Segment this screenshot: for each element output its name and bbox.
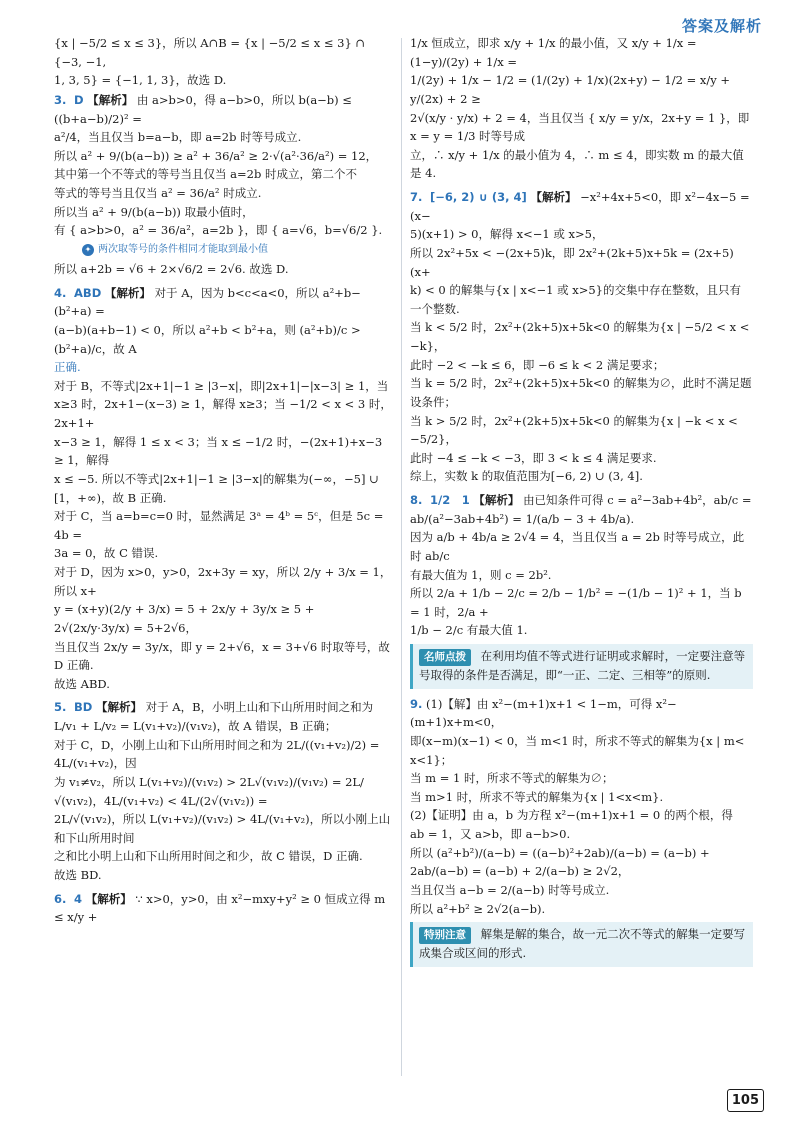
text-line: 2√(x/y · y/x) + 2 = 4，当且仅当 { x/y = y/x，2x+y = 1 }，即 x = y = 1/3 时等号成: [410, 110, 750, 144]
question-number: 7.: [410, 190, 423, 204]
text-line: (a−b)(a+b−1) < 0，所以 a²+b < b²+a，则 (a²+b)/c > (b²+a)/c，故 A: [54, 322, 361, 356]
question-number: 3.: [54, 92, 67, 107]
text-line: 由已知条件可得 c = a²−3ab+4b²，ab/c =: [523, 493, 752, 507]
question-7: [410, 188, 753, 486]
text-line: 1/x 恒成立，即求 x/y + 1/x 的最小值，又 x/y + 1/x = (1−y)/(2y) + 1/x =: [410, 36, 697, 69]
text-line: 综上，实数 k 的取值范围为[−6, 2) ∪ (3, 4].: [410, 469, 643, 484]
text-line: 当 m>1 时，所求不等式的解集为{x | 1<x<m}.: [410, 789, 664, 804]
hint-note: [82, 242, 392, 258]
text-line: L/v₁ + L/v₂ = L(v₁+v₂)/(v₁v₂)，故 A 错误，B 正确；: [54, 719, 337, 734]
text-line: 是 4.: [410, 166, 437, 181]
right-column: [410, 34, 753, 1082]
question-5: [54, 698, 392, 884]
page-header: [0, 0, 800, 34]
question-number: 4.: [54, 285, 67, 300]
lightbulb-icon: ✦: [82, 244, 94, 256]
text-line: 所以 (a²+b²)/(a−b) = ((a−b)²+2ab)/(a−b) = (a−b) + 2ab/(a−b) = (a−b) + 2/(a−b) ≥ 2√2，: [410, 845, 710, 879]
text-line: 3a = 0，故 C 错误.: [54, 546, 159, 561]
question-8: [410, 491, 753, 640]
text-line: 故选 BD.: [54, 868, 102, 883]
text-line: 故选 ABD.: [54, 676, 110, 691]
text-line: 正确.: [54, 360, 81, 375]
text-line: 对于 D，因为 x>0，y>0，2x+3y = xy，所以 2/y + 3/x = 1，所以 x+: [54, 565, 392, 598]
text-line: −x²+4x+5<0，即 x²−4x−5 = (x−: [410, 190, 750, 223]
left-column: [54, 34, 392, 1082]
text-line: x−3 ≥ 1，解得 1 ≤ x < 3；当 x ≤ −1/2 时，−(2x+1)+x−3 ≥ 1，解得: [54, 434, 383, 468]
question-answer: 4: [74, 891, 83, 906]
analysis-label: 【解析】: [87, 92, 134, 107]
text-line: y = (x+y)(2/y + 3/x) = 5 + 2x/y + 3y/x ≥ 5 + 2√(2x/y·3y/x) = 5+2√6，: [54, 602, 315, 635]
question-number: 9.: [410, 696, 423, 711]
text-line: 当 k > 5/2 时，2x²+(2k+5)x+5k<0 的解集为{x | −k < x < −5/2}，: [410, 413, 738, 447]
callout-text: 解集是解的集合，故一元二次不等式的解集一定要写成集合或区间的形式.: [419, 927, 746, 961]
text-line: ab/(a²−3ab+4b²) = 1/(a/b − 3 + 4b/a).: [410, 511, 635, 526]
question-6: [54, 890, 392, 927]
text-line: 此时 −2 < −k ≤ 6，即 −6 ≤ k < 2 满足要求；: [410, 357, 665, 372]
text-line: 所以 2x²+5x < −(2x+5)k，即 2x²+(2k+5)x+5k = (2x+5)(x+: [410, 245, 734, 279]
text-line: 对于 C，D，小刚上山和下山所用时间之和为 2L/((v₁+v₂)/2) = 4L/(v₁+v₂)，因: [54, 737, 380, 771]
text-line: 因为 a/b + 4b/a ≥ 2√4 = 4，当且仅当 a = 2b 时等号成立，此时 ab/c: [410, 530, 745, 563]
text-line: 5)(x+1) > 0，解得 x<−1 或 x>5，: [410, 227, 604, 242]
analysis-label: 【解析】: [85, 891, 132, 906]
callout-tag: 名师点拨: [419, 649, 471, 666]
text-line: 由 a>b>0，得 a−b>0，所以 b(a−b) ≤ ((b+a−b)/2)² =: [54, 92, 352, 126]
text-line: {x | −5/2 ≤ x ≤ 3}，所以 A∩B = {x | −5/2 ≤ x ≤ 3} ∩ {−3, −1,: [54, 36, 366, 69]
header-title: 答案及解析: [681, 17, 762, 35]
analysis-label: 【解析】: [473, 493, 520, 507]
text-line: 1/b − 2/c 有最大值 1.: [410, 623, 528, 638]
question-answer: [−6, 2) ∪ (3, 4]: [430, 190, 527, 204]
text-line: 对于 A，因为 b<c<a<0，所以 a²+b−(b²+a) =: [54, 285, 361, 319]
text-line: 所以 a²+b² ≥ 2√2(a−b).: [410, 901, 546, 916]
text-line: 所以当 a² + 9/(b(a−b)) 取最小值时，: [54, 204, 254, 219]
text-line: 之和比小明上山和下山所用时间之和少，故 C 错误，D 正确.: [54, 849, 363, 864]
question-number: 6.: [54, 891, 67, 906]
text-line: 对于 B，不等式|2x+1|−1 ≥ |3−x|，即|2x+1|−|x−3| ≥ 1，当: [54, 378, 389, 393]
question-answer: ABD: [74, 285, 102, 300]
continued-answer: [54, 34, 392, 90]
text-line: 所以 a² + 9/(b(a−b)) ≥ a² + 36/a² ≥ 2·√(a²·36/a²) = 12，: [54, 148, 378, 163]
question-answer: D: [74, 92, 84, 107]
text-line: 当 k < 5/2 时，2x²+(2k+5)x+5k<0 的解集为{x | −5/2 < x < −k}，: [410, 320, 750, 353]
text-line: 即(x−m)(x−1) < 0，当 m<1 时，所求不等式的解集为{x | m<: [410, 733, 745, 748]
question-9: [410, 695, 753, 919]
text-line: ∵ x>0，y>0，由 x²−mxy+y² ≥ 0 恒成立得 m ≤ x/y +: [54, 891, 386, 925]
text-line: 1, 3, 5} = {−1, 1, 3}，故选 D.: [54, 73, 227, 88]
text-line: 当 m = 1 时，所求不等式的解集为∅；: [410, 771, 614, 786]
text-line: k) < 0 的解集与{x | x<−1 或 x>5}的交集中存在整数，且只有: [410, 283, 741, 298]
question-answer: BD: [74, 700, 93, 715]
column-divider: [401, 38, 402, 1076]
text-line: 有 { a>b>0，a² = 36/a²，a=2b }，即 { a=√6，b=√6/2 }.: [54, 223, 383, 238]
page-number: 105: [727, 1089, 764, 1112]
text-line: 所以 2/a + 1/b − 2/c = 2/b − 1/b² = −(1/b − 1)² + 1，当 b = 1 时，2/a +: [410, 586, 742, 619]
analysis-label: 【解析】: [530, 190, 577, 204]
analysis-label: 【解析】: [96, 700, 142, 715]
text-line: 此时 −4 ≤ −k < −3，即 3 < k ≤ 4 满足要求.: [410, 450, 657, 465]
tip-callout: [410, 644, 753, 689]
text-line: 其中第一个不等式的等号当且仅当 a=2b 时成立，第二个不: [54, 167, 357, 182]
text-line: 等式的等号当且仅当 a² = 36/a² 时成立.: [54, 186, 262, 200]
text-line: 对于 A，B，小明上山和下山所用时间之和为: [145, 700, 374, 715]
text-line: 1/(2y) + 1/x − 1/2 = (1/(2y) + 1/x)(2x+y) − 1/2 = x/y + y/(2x) + 2 ≥: [410, 73, 731, 106]
text-line: 当且仅当 2x/y = 3y/x，即 y = 2+√6，x = 3+√6 时取等号，故 D 正确.: [54, 639, 390, 673]
text-line: x ≤ −5. 所以不等式|2x+1|−1 ≥ |3−x|的解集为(−∞，−5] ∪: [54, 471, 379, 486]
question-6-continued: [410, 34, 753, 183]
text-line: x≥3 时，2x+1−(x−3) ≥ 1，解得 x≥3；当 −1/2 < x < 3 时，2x+1+: [54, 397, 392, 431]
question-number: 8.: [410, 493, 423, 507]
text-line: 有最大值为 1，则 c = 2b².: [410, 567, 552, 582]
text-line: (2)【证明】由 a，b 为方程 x²−(m+1)x+1 = 0 的两个根，得: [410, 808, 733, 823]
text-line: a²/4，当且仅当 b=a−b，即 a=2b 时等号成立.: [54, 130, 302, 145]
text-line: (1)【解】由 x²−(m+1)x+1 < 1−m，可得 x²−(m+1)x+m<0，: [410, 696, 677, 730]
question-answer: 1/2 1: [430, 493, 470, 507]
callout-text: 在利用均值不等式进行证明或求解时，一定要注意等号取得的条件是否满足，即“一正、二定、三相等”的原则.: [419, 649, 746, 682]
text-line: 立，∴ x/y + 1/x 的最小值为 4，∴ m ≤ 4，即实数 m 的最大值: [410, 147, 744, 162]
text-line: 设条件；: [410, 394, 456, 409]
text-line: 为 v₁≠v₂，所以 L(v₁+v₂)/(v₁v₂) > 2L√(v₁v₂)/(v₁v₂) = 2L/√(v₁v₂)，4L/(v₁+v₂) < 4L/(2√(v₁v₂)) =: [54, 774, 364, 808]
question-4: [54, 284, 392, 694]
text-line: 对于 C，当 a=b=c=0 时，显然满足 3ᵃ = 4ᵇ = 5ᶜ，但是 5c = 4b =: [54, 509, 384, 542]
text-line: 2L/√(v₁v₂)，所以 L(v₁+v₂)/(v₁v₂) > 4L/(v₁+v₂)，所以小刚上山和下山所用时间: [54, 812, 391, 845]
callout-tag: 特别注意: [419, 927, 471, 944]
question-number: 5.: [54, 700, 67, 715]
text-line: x<1}；: [410, 752, 453, 767]
text-line: 所以 a+2b = √6 + 2×√6/2 = 2√6. 故选 D.: [54, 262, 289, 277]
text-line: 一个整数.: [410, 301, 460, 316]
text-line: 当且仅当 a−b = 2/(a−b) 时等号成立.: [410, 882, 610, 897]
warning-callout: [410, 922, 753, 967]
text-line: ab = 1，又 a>b，即 a−b>0.: [410, 827, 571, 841]
analysis-label: 【解析】: [104, 285, 151, 300]
text-line: 当 k = 5/2 时，2x²+(2k+5)x+5k<0 的解集为∅，此时不满足题: [410, 376, 752, 391]
hint-text: 两次取等号的条件相同才能取到最小值: [98, 243, 268, 255]
text-line: [1，+∞)，故 B 正确.: [54, 490, 167, 505]
question-3: [54, 91, 392, 279]
